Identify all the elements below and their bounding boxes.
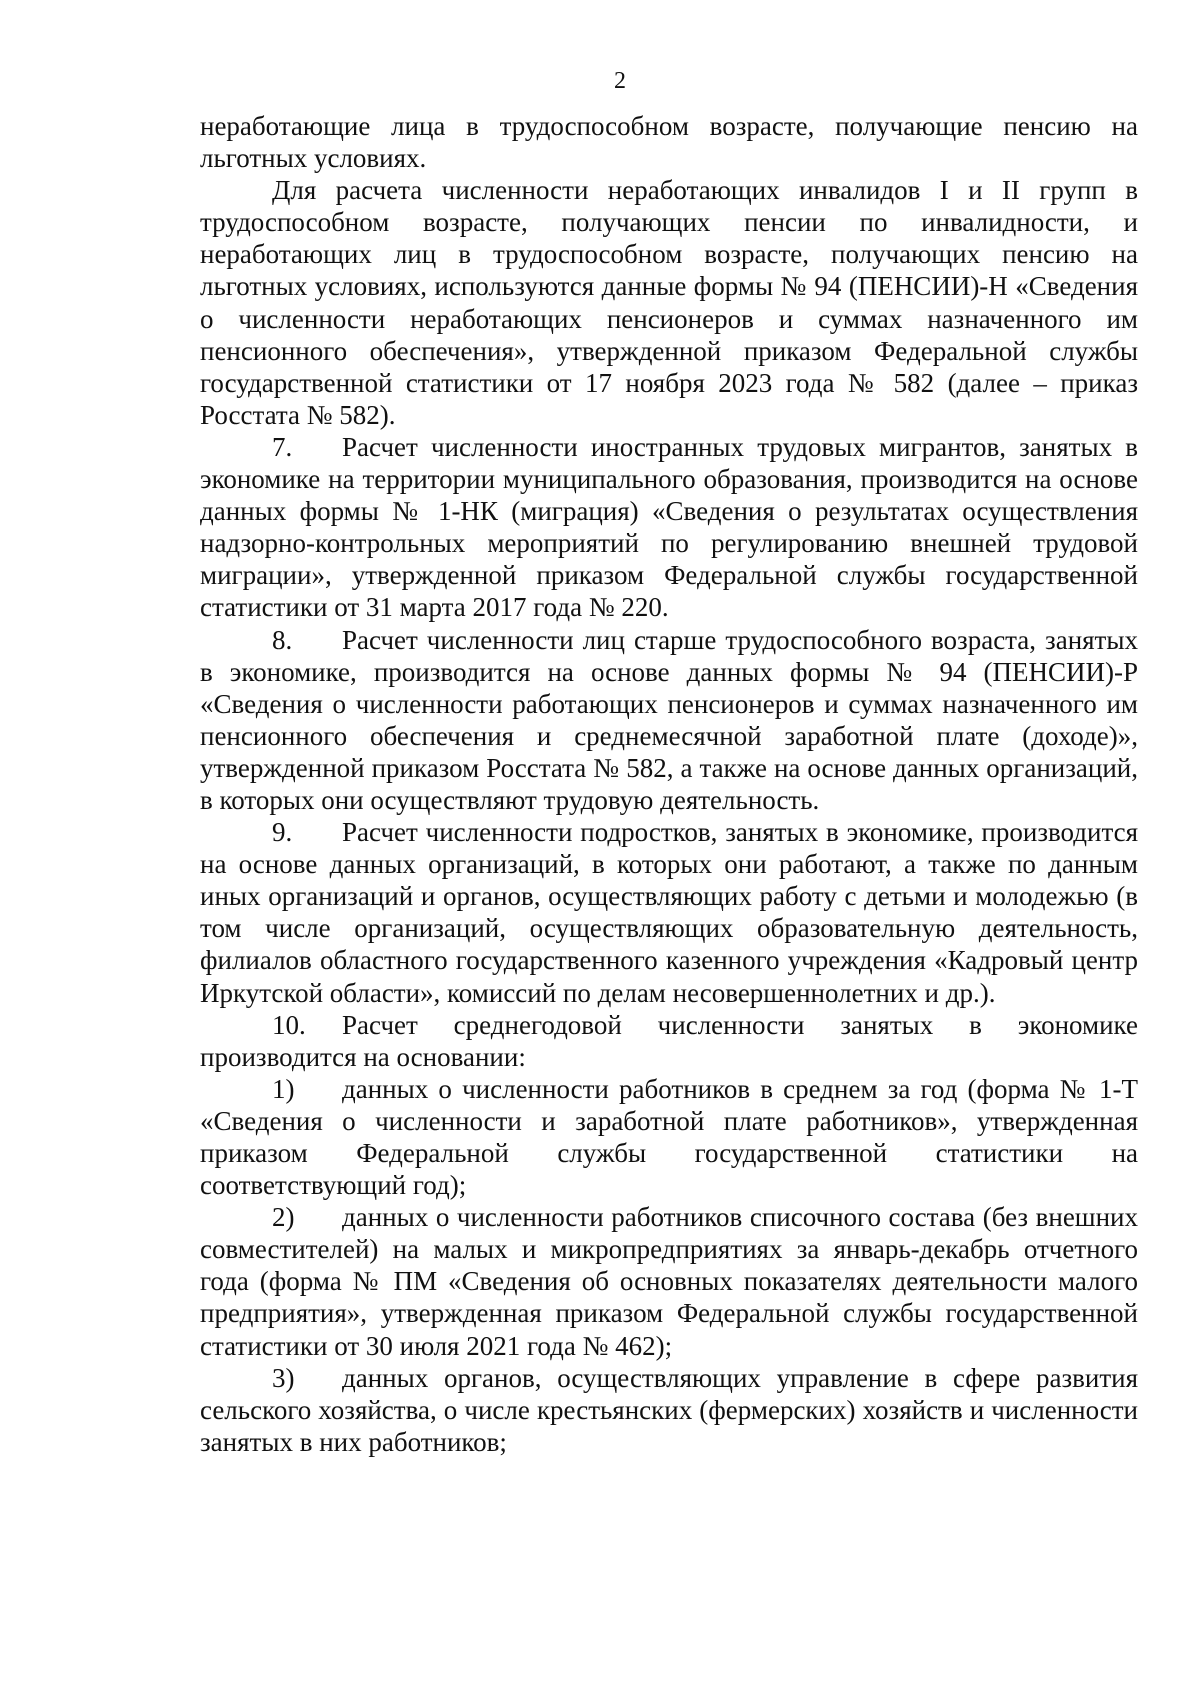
paragraph-item-8 xyxy=(200,624,1138,817)
subitem-1 xyxy=(200,1073,1138,1201)
paragraph-item-10 xyxy=(200,1009,1138,1073)
subitem-number: 3) xyxy=(272,1362,295,1393)
subitem-text: данных о численности работников в среднем за год (форма № 1-Т «Сведения о численности и заработной плате работников», утвержденная приказом Федеральной службы государственной статистики на соответствующий год); xyxy=(200,1073,1138,1201)
subitem-number: 2) xyxy=(272,1202,295,1233)
subitem-number: 1) xyxy=(272,1073,295,1104)
document-body xyxy=(200,110,1138,1458)
paragraph-text: Для расчета численности неработающих инвалидов I и II групп в трудоспособном возрасте, получающих пенсии по инвалидности, и неработающих лиц в трудоспособном возрасте, получающих пенсию на льготных условиях, используются данные формы № 94 (ПЕНСИИ)-Н «Сведения о численности неработающих пенсионеров и суммах назначенного им пенсионного обеспечения», утвержденной приказом Федеральной службы государственной статистики от 17 ноября 2023 года № 582 (далее – приказ Росстата № 582). xyxy=(200,175,1138,430)
paragraph-number: 8. xyxy=(272,624,293,655)
subitem-3 xyxy=(200,1362,1138,1458)
paragraph-text: неработающие лица в трудоспособном возрасте, получающие пенсию на льготных условиях. xyxy=(200,111,1138,174)
subitem-text: данных органов, осуществляющих управление в сфере развития сельского хозяйства, о числе крестьянских (фермерских) хозяйств и численности занятых в них работников; xyxy=(200,1362,1138,1457)
paragraph-text: Расчет численности лиц старше трудоспособного возраста, занятых в экономике, производится на основе данных формы № 94 (ПЕНСИИ)-Р «Сведения о численности работающих пенсионеров и суммах назначенного им пенсионного обеспечения и среднемесячной заработной плате (доходе)», утвержденной приказом Росстата № 582, а также на основе данных организаций, в которых они осуществляют трудовую деятельность. xyxy=(200,624,1138,815)
paragraph-number: 7. xyxy=(272,431,293,462)
paragraph-number: 9. xyxy=(272,817,293,848)
paragraph-text: Расчет численности подростков, занятых в экономике, производится на основе данных организаций, в которых они работают, а также по данным иных организаций и органов, осуществляющих работу с детьми и молодежью (в том числе организаций, осуществляющих образовательную деятельность, филиалов областного государственного казенного учреждения «Кадровый центр Иркутской области», комиссий по делам несовершеннолетних и др.). xyxy=(200,817,1138,1008)
paragraph-number: 10. xyxy=(272,1009,306,1040)
paragraph-text: Расчет среднегодовой численности занятых в экономике производится на основании: xyxy=(200,1009,1138,1072)
paragraph-item-9 xyxy=(200,816,1138,1009)
paragraph-disabled-persons-calculation xyxy=(200,174,1138,431)
paragraph-text: Расчет численности иностранных трудовых мигрантов, занятых в экономике на территории муниципального образования, производится на основе данных формы № 1-НК (миграция) «Сведения о результатах осуществления надзорно-контрольных мероприятий по регулированию внешней трудовой миграции», утвержденной приказом Федеральной службы государственной статистики от 31 марта 2017 года № 220. xyxy=(200,431,1138,623)
subitem-text: данных о численности работников списочного состава (без внешних совместителей) на малых и микропредприятиях за январь-декабрь отчетного года (форма № ПМ «Сведения об основных показателях деятельности малого предприятия», утвержденная приказом Федеральной службы государственной статистики от 30 июля 2021 года № 462); xyxy=(200,1202,1138,1361)
paragraph-item-7 xyxy=(200,431,1138,624)
page-number: 2 xyxy=(614,68,626,94)
subitem-2 xyxy=(200,1201,1138,1361)
paragraph-continuation xyxy=(200,110,1138,174)
